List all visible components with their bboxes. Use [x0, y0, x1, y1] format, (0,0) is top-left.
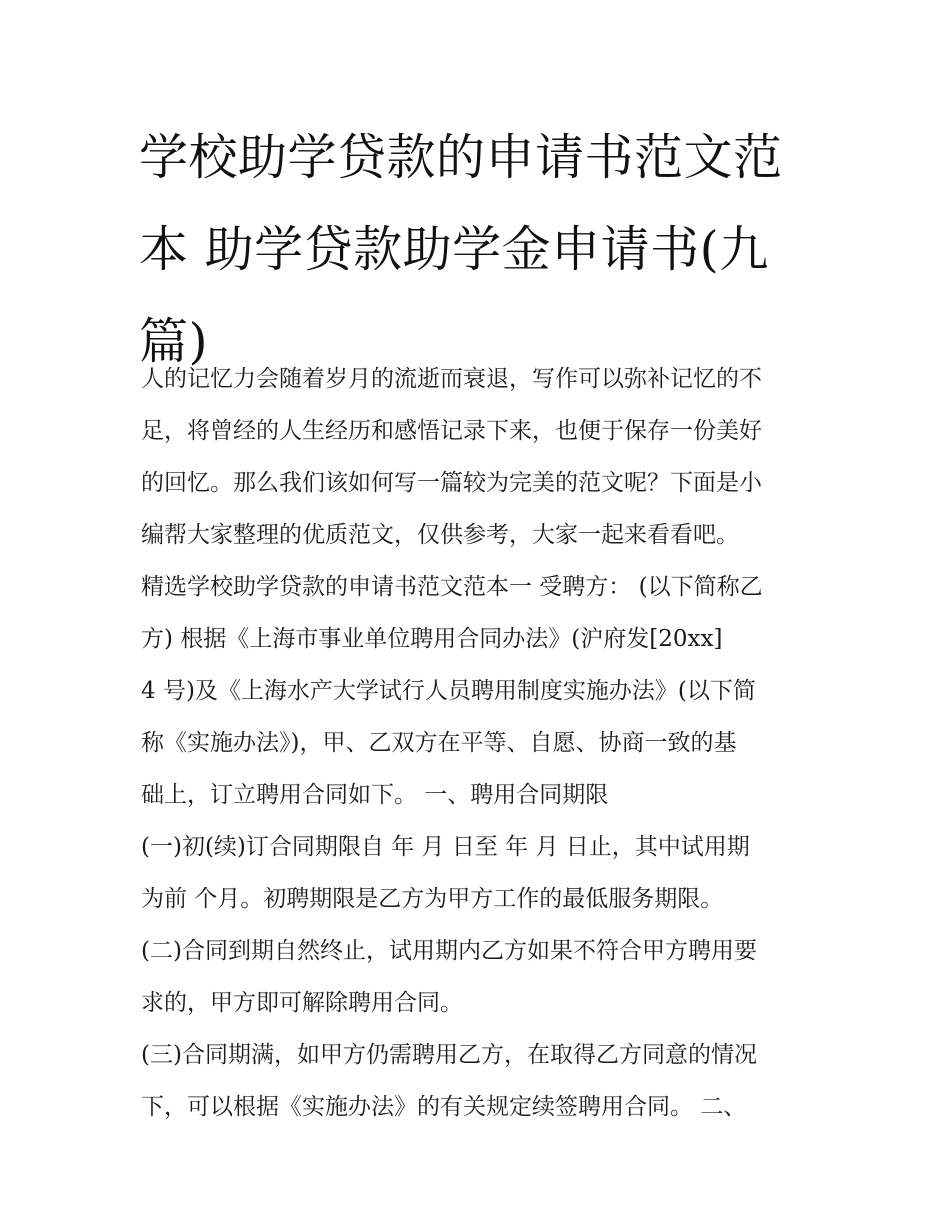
body-line: 称《实施办法》)，甲、乙双方在平等、自愿、协商一致的基	[141, 730, 737, 756]
body-line: (二)合同到期自然终止，试用期内乙方如果不符合甲方聘用要	[141, 938, 757, 964]
body-line: 编帮大家整理的优质范文，仅供参考，大家一起来看看吧。	[141, 522, 739, 548]
body-line: 础上，订立聘用合同如下。 一、聘用合同期限	[141, 782, 609, 808]
body-line: 为前 个月。初聘期限是乙方为甲方工作的最低服务期限。	[141, 886, 724, 912]
body-line: 人的记忆力会随着岁月的流逝而衰退，写作可以弥补记忆的不	[141, 366, 762, 392]
document-body	[141, 353, 821, 1133]
document-title	[139, 112, 799, 388]
body-line: 精选学校助学贷款的申请书范文范本一 受聘方： (以下简称乙	[141, 574, 763, 600]
body-line: 求的，甲方即可解除聘用合同。	[141, 990, 463, 1016]
body-line: 4 号)及《上海水产大学试行人员聘用制度实施办法》(以下简	[141, 678, 756, 704]
body-line: 方) 根据《上海市事业单位聘用合同办法》(沪府发[20xx]	[141, 626, 723, 652]
title-line: 学校助学贷款的申请书范文范	[139, 129, 783, 186]
title-line: 篇)	[139, 313, 209, 370]
body-line: (一)初(续)订合同期限自 年 月 日至 年 月 日止，其中试用期	[141, 834, 750, 860]
body-line: (三)合同期满，如甲方仍需聘用乙方，在取得乙方同意的情况	[141, 1042, 757, 1068]
body-line: 足，将曾经的人生经历和感悟记录下来，也便于保存一份美好	[141, 418, 762, 444]
body-line: 下，可以根据《实施办法》的有关规定续签聘用合同。 二、	[141, 1094, 747, 1120]
body-line: 的回忆。那么我们该如何写一篇较为完美的范文呢？下面是小	[141, 470, 762, 496]
title-line: 本 助学贷款助学金申请书(九	[139, 221, 769, 278]
